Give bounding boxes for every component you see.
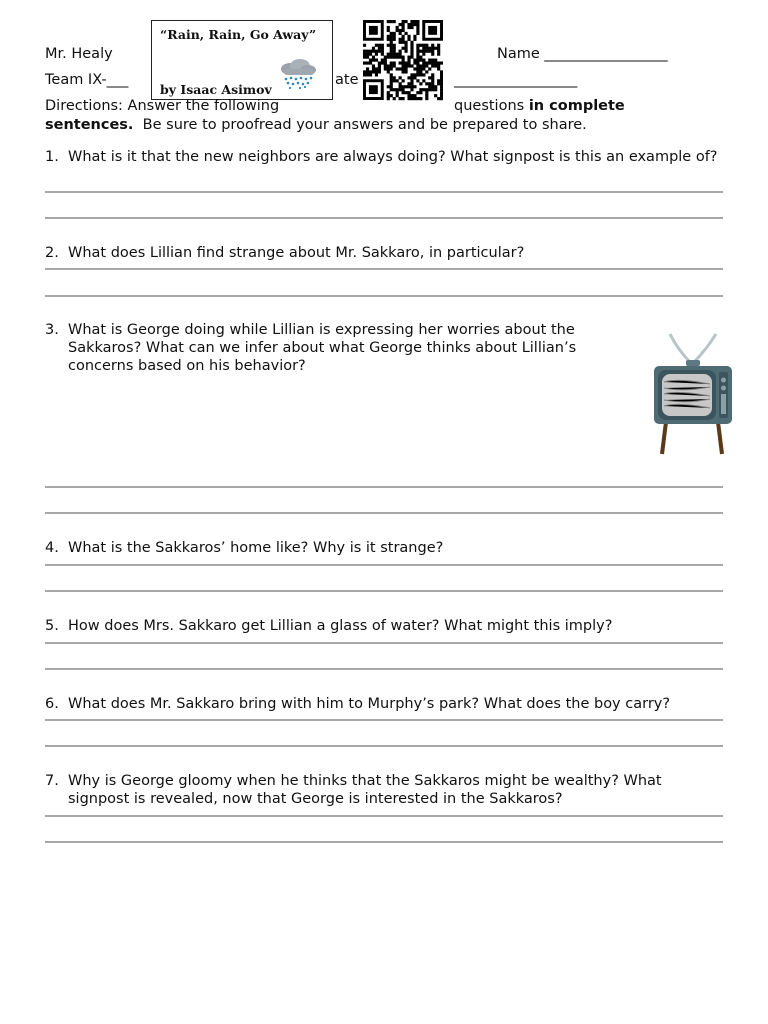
directions-bold-2: sentences.	[45, 117, 134, 133]
answer-line[interactable]	[45, 642, 723, 644]
directions-bold-1: in complete	[528, 98, 625, 114]
directions-questions-word: questions	[454, 98, 525, 114]
question-5	[45, 617, 725, 635]
answer-line[interactable]	[45, 486, 723, 488]
question-text: What is George doing while Lillian is expressing her worries about the Sakkaros? What can we infer about what George thinks about Lillian’s concerns based on his behavior?	[68, 322, 577, 374]
question-2	[45, 244, 725, 262]
answer-line[interactable]	[45, 191, 723, 193]
answer-line[interactable]	[45, 668, 723, 670]
question-3	[45, 321, 605, 375]
rain-cloud-icon	[278, 57, 318, 92]
date-blank[interactable]: _________________	[454, 72, 578, 88]
question-number: 3.	[45, 322, 59, 338]
date-label: ate	[335, 72, 359, 88]
question-text: What is the Sakkaros’ home like? Why is it strange?	[68, 540, 444, 556]
answer-line[interactable]	[45, 217, 723, 219]
question-7	[45, 772, 725, 808]
question-number: 1.	[45, 149, 59, 165]
question-text: What is it that the new neighbors are always doing? What signpost is this an example of?	[68, 149, 718, 165]
directions-line1: Directions: Answer the following	[45, 98, 280, 114]
question-4	[45, 539, 725, 557]
answer-line[interactable]	[45, 815, 723, 817]
question-number: 6.	[45, 696, 59, 712]
directions-line1-end	[454, 98, 625, 114]
qr-code[interactable]	[363, 20, 443, 106]
team-label: Team IX-___	[45, 72, 129, 88]
directions-line2	[45, 117, 587, 133]
answer-line[interactable]	[45, 295, 723, 297]
answer-line[interactable]	[45, 512, 723, 514]
story-title: “Rain, Rain, Go Away”	[160, 27, 317, 42]
question-text: How does Mrs. Sakkaro get Lillian a glass of water? What might this imply?	[68, 618, 613, 634]
question-text: What does Mr. Sakkaro bring with him to Murphy’s park? What does the boy carry?	[68, 696, 671, 712]
question-1	[45, 148, 725, 166]
answer-line[interactable]	[45, 564, 723, 566]
question-6	[45, 695, 725, 713]
story-author: by Isaac Asimov	[160, 82, 272, 97]
answer-line[interactable]	[45, 268, 723, 270]
question-number: 7.	[45, 773, 59, 789]
answer-line[interactable]	[45, 590, 723, 592]
question-text: Why is George gloomy when he thinks that the Sakkaros might be wealthy? What signpost is revealed, now that George is interested in the Sakkaros?	[68, 773, 662, 807]
answer-line[interactable]	[45, 841, 723, 843]
story-title-box	[151, 20, 333, 100]
teacher-name: Mr. Healy	[45, 46, 113, 62]
question-text: What does Lillian find strange about Mr. Sakkaro, in particular?	[68, 245, 525, 261]
directions-rest: Be sure to proofread your answers and be prepared to share.	[142, 117, 587, 133]
answer-line[interactable]	[45, 719, 723, 721]
student-name-field[interactable]: Name _________________	[497, 46, 668, 62]
television-icon	[648, 330, 736, 460]
question-number: 5.	[45, 618, 59, 634]
answer-line[interactable]	[45, 745, 723, 747]
question-number: 4.	[45, 540, 59, 556]
question-number: 2.	[45, 245, 59, 261]
